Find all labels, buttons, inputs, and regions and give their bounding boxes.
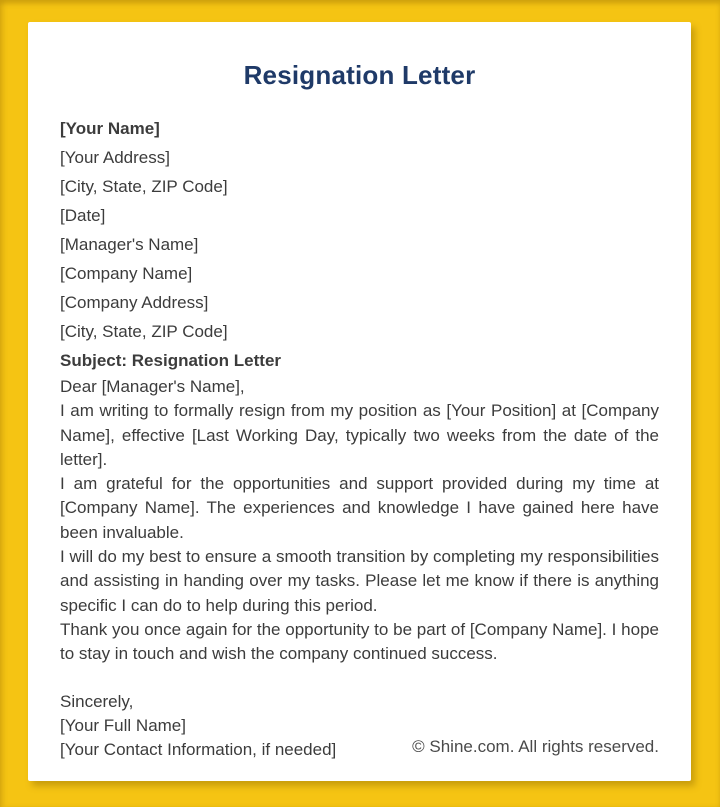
- header-line: [Company Name]: [60, 264, 193, 283]
- letter-card: [28, 22, 691, 781]
- header-line: [Your Name]: [60, 119, 160, 138]
- header-line: [Your Address]: [60, 148, 170, 167]
- header-line: Subject: Resignation Letter: [60, 351, 282, 370]
- header-line: [City, State, ZIP Code]: [60, 177, 228, 196]
- body-paragraph: I will do my best to ensure a smooth transition by completing my responsibilities and assisting in handing over my tasks. Please let me know if there is anything specific I can do to help during this period.: [60, 547, 659, 615]
- header-line: [Date]: [60, 206, 106, 225]
- header-line: [Manager's Name]: [60, 235, 199, 254]
- header-line: [Company Address]: [60, 293, 209, 312]
- page-title: Resignation Letter: [243, 60, 476, 90]
- letter-body: [60, 375, 659, 667]
- letter-header-block: [60, 114, 659, 375]
- body-paragraph: I am writing to formally resign from my position as [Your Position] at [Company Name], effective [Last Working Day, typically two weeks from the date of the letter].: [60, 401, 659, 469]
- signature-line: [Your Contact Information, if needed]: [60, 739, 337, 759]
- copyright-notice: © Shine.com. All rights reserved.: [412, 737, 659, 756]
- signature-line: Sincerely,: [60, 691, 134, 711]
- signature-line: [Your Full Name]: [60, 715, 186, 735]
- header-line: [City, State, ZIP Code]: [60, 322, 228, 341]
- body-paragraph: Thank you once again for the opportunity to be part of [Company Name]. I hope to stay in touch and wish the company continued success.: [60, 619, 659, 664]
- body-paragraph: Dear [Manager's Name],: [60, 377, 245, 396]
- body-paragraph: I am grateful for the opportunities and support provided during my time at [Company Name]. The experiences and knowledge I have gained here have been invaluable.: [60, 474, 659, 542]
